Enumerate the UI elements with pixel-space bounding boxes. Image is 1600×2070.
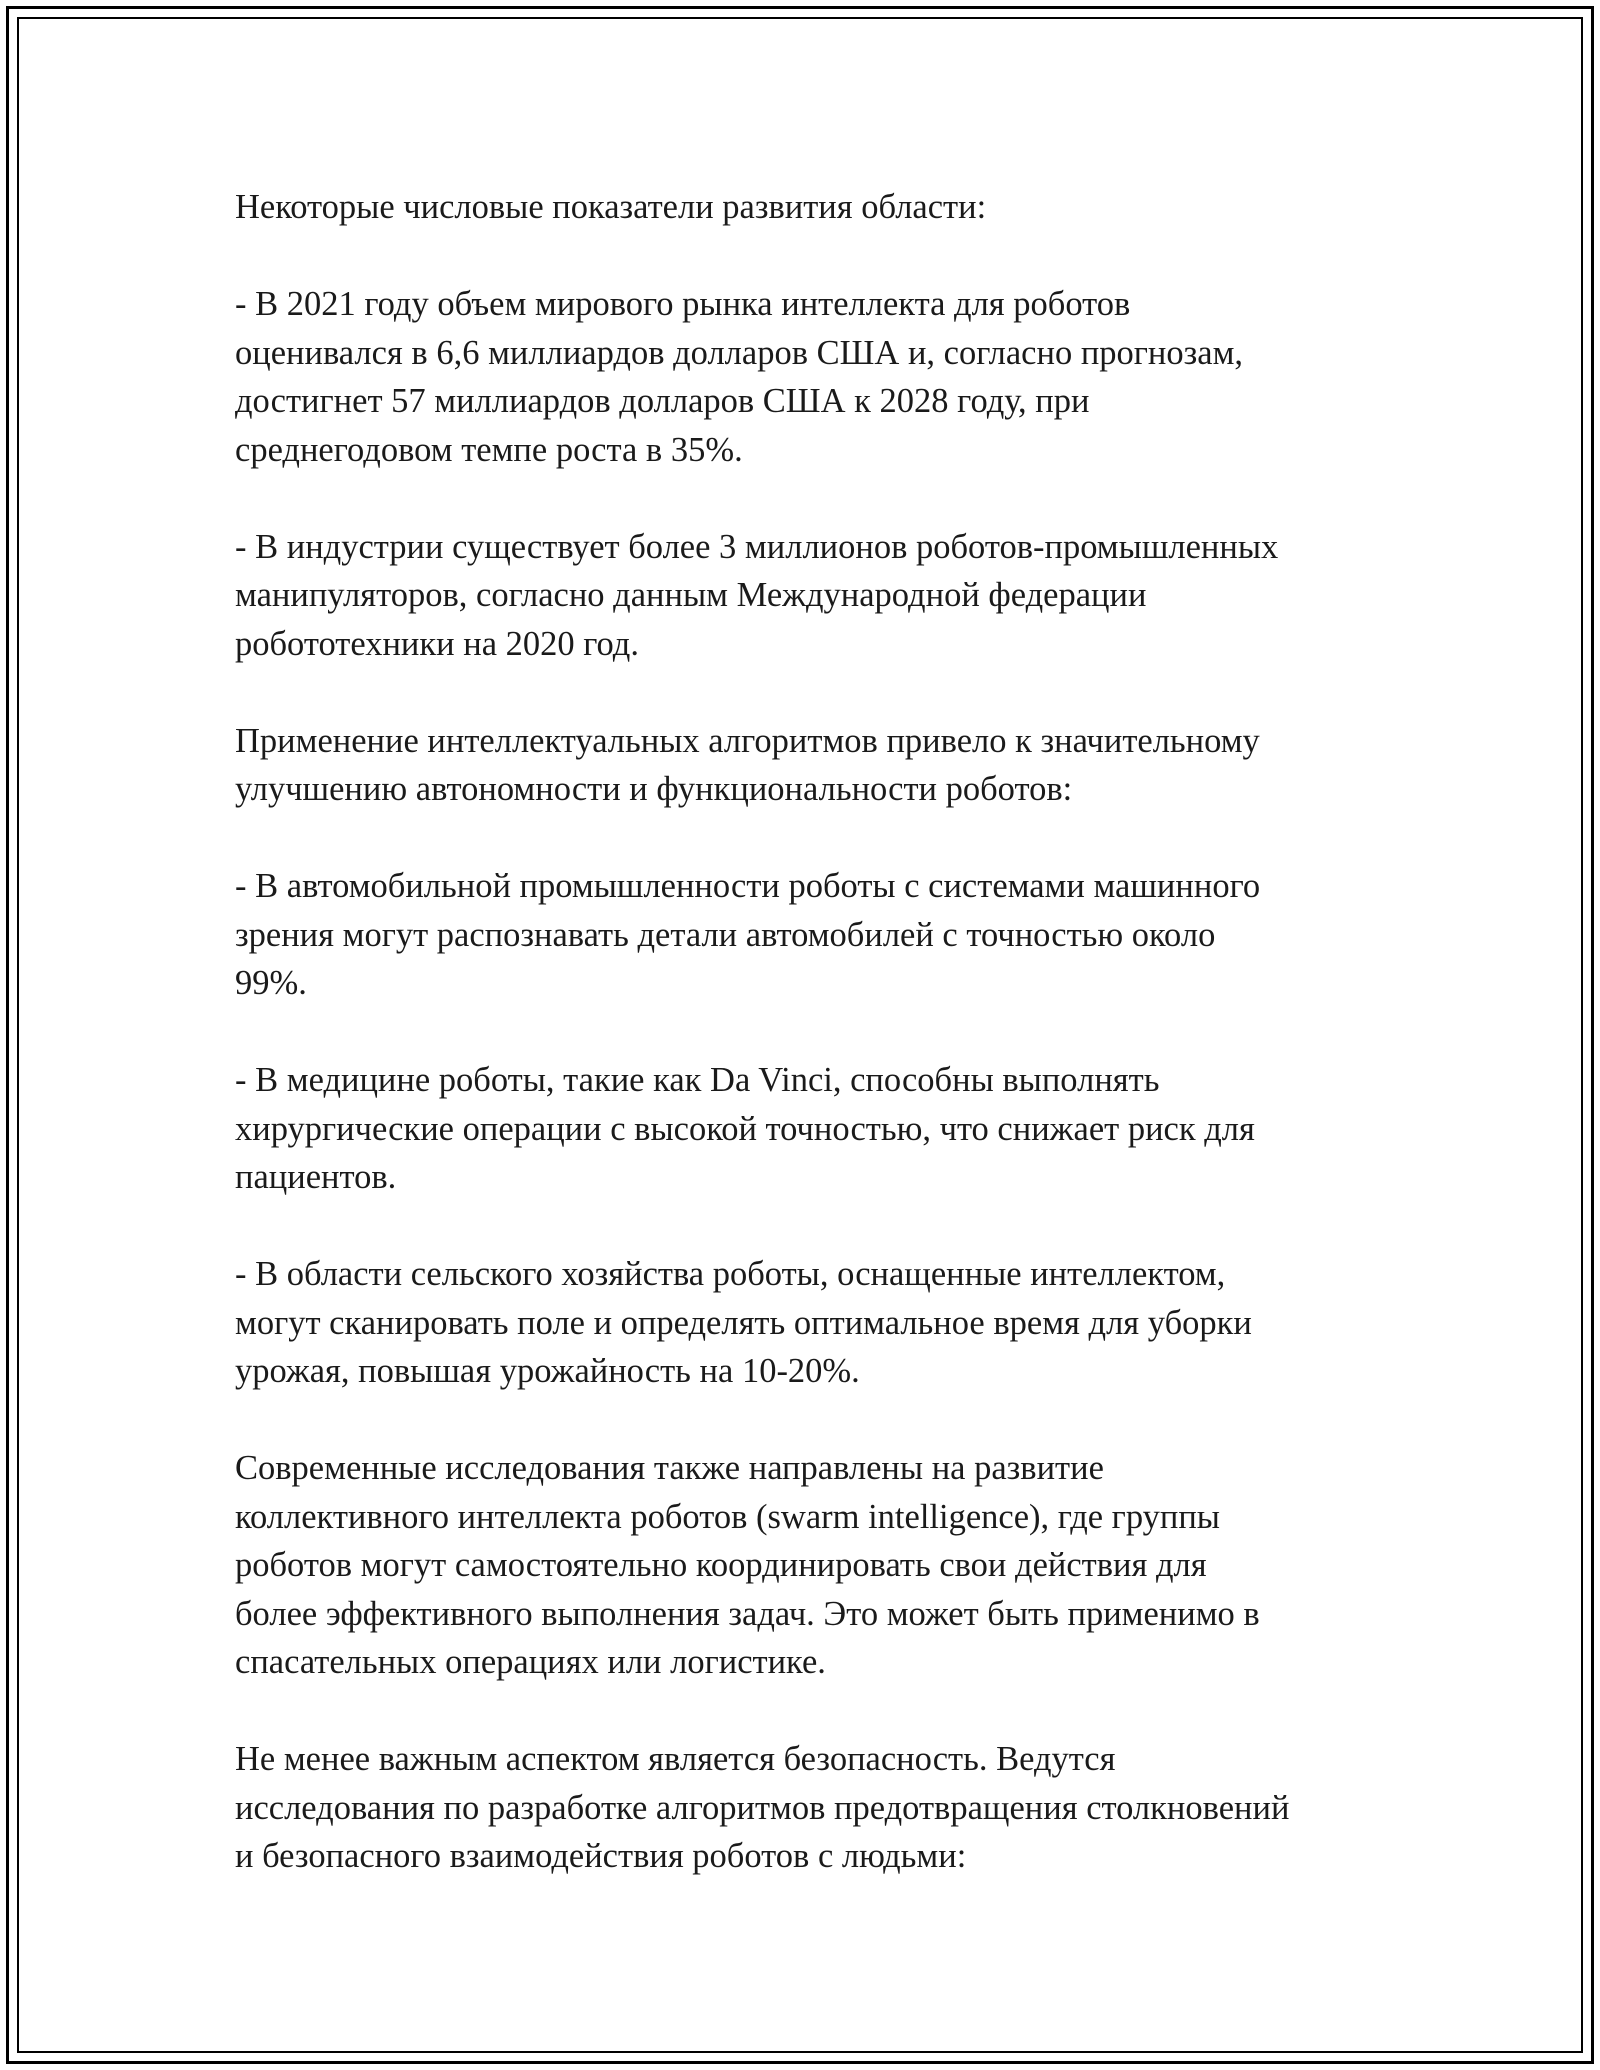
paragraph-swarm: Современные исследования также направлены на развитие коллективного интеллекта роботов (swarm intelligence), где группы роботов могут самостоятельно координировать свои действия для более эффективного выполнения задач. Это может быть применимо в спасательных операциях или логистике. [235,1449,1260,1681]
paragraph-agriculture: - В области сельского хозяйства роботы, оснащенные интеллектом, могут сканировать поле и определять оптимальное время для уборки урожая, повышая урожайность на 10-20%. [235,1255,1252,1390]
paragraph-automotive: - В автомобильной промышленности роботы с системами машинного зрения могут распознавать детали автомобилей с точностью около 99%. [235,867,1261,1002]
paragraph-industrial-robots: - В индустрии существует более 3 миллионов роботов-промышленных манипуляторов, согласно данным Международной федерации робототехники на 2020 год. [235,527,1279,663]
paragraph-intro: Некоторые числовые показатели развития области: [235,188,987,226]
paragraph-algorithms: Применение интеллектуальных алгоритмов привело к значительному улучшению автономности и функциональности роботов: [235,721,1260,808]
paragraph-safety: Не менее важным аспектом является безопасность. Ведутся исследования по разработке алгоритмов предотвращения столкновений и безопасного взаимодействия роботов с людьми: [235,1740,1290,1875]
paragraph-market-size: - В 2021 году объем мирового рынка интеллекта для роботов оценивался в 6,6 миллиардов долларов США и, согласно прогнозам, достигнет 57 миллиардов долларов США к 2028 году, при среднегодовом темпе роста в 35%. [235,285,1244,469]
paragraph-medicine: - В медицине роботы, такие как Da Vinci, способны выполнять хирургические операции с высокой точностью, что снижает риск для пациентов. [235,1061,1255,1196]
document-body [235,183,1365,1881]
